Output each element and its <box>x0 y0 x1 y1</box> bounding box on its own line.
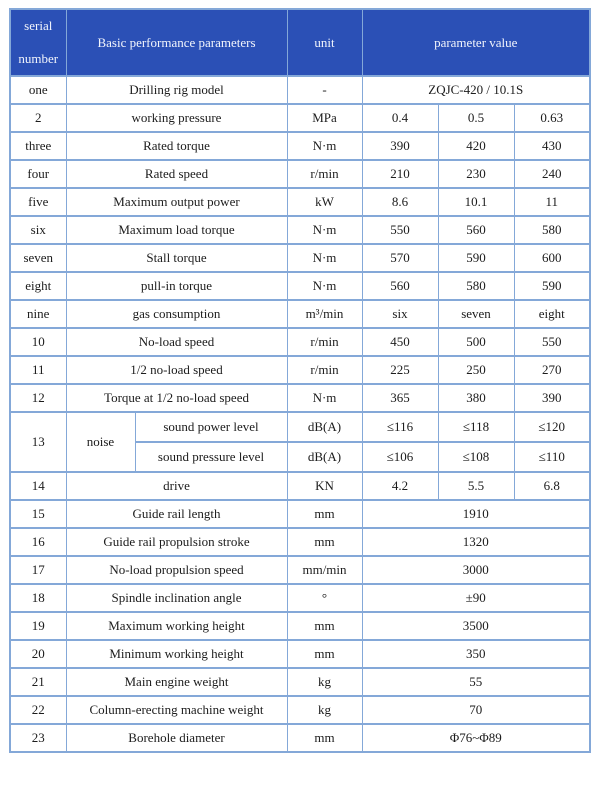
value-cell: 580 <box>514 216 590 244</box>
value-cell: ≤120 <box>514 412 590 442</box>
unit-cell: mm <box>287 500 362 528</box>
value-cell: six <box>362 300 438 328</box>
serial-cell: 13 <box>10 412 66 472</box>
serial-cell: 16 <box>10 528 66 556</box>
param-cell: Maximum load torque <box>66 216 287 244</box>
param-cell: Borehole diameter <box>66 724 287 752</box>
unit-cell: r/min <box>287 328 362 356</box>
value-cell: 590 <box>438 244 514 272</box>
value-cell: 10.1 <box>438 188 514 216</box>
unit-cell: mm <box>287 612 362 640</box>
value-cell: 0.63 <box>514 104 590 132</box>
value-cell: 365 <box>362 384 438 412</box>
param-cell: Drilling rig model <box>66 76 287 104</box>
value-cell: 210 <box>362 160 438 188</box>
value-cell: 560 <box>438 216 514 244</box>
param-cell: gas consumption <box>66 300 287 328</box>
header-basic-performance-parameters: Basic performance parameters <box>66 9 287 76</box>
value-cell: 590 <box>514 272 590 300</box>
param-cell: drive <box>66 472 287 500</box>
table-row <box>10 556 590 584</box>
value-cell: 450 <box>362 328 438 356</box>
unit-cell: N·m <box>287 272 362 300</box>
value-cell: ±90 <box>362 584 590 612</box>
table-row <box>10 724 590 752</box>
value-cell: 4.2 <box>362 472 438 500</box>
unit-cell: kg <box>287 668 362 696</box>
unit-cell: mm/min <box>287 556 362 584</box>
table-row <box>10 132 590 160</box>
value-cell: ≤106 <box>362 442 438 472</box>
serial-cell: 20 <box>10 640 66 668</box>
unit-cell: KN <box>287 472 362 500</box>
value-cell: 70 <box>362 696 590 724</box>
param-cell: Torque at 1/2 no-load speed <box>66 384 287 412</box>
table-row-noise-power <box>10 412 590 442</box>
unit-cell: m³/min <box>287 300 362 328</box>
serial-cell: 21 <box>10 668 66 696</box>
value-cell: 8.6 <box>362 188 438 216</box>
value-cell: 500 <box>438 328 514 356</box>
serial-cell: 11 <box>10 356 66 384</box>
value-cell: ≤110 <box>514 442 590 472</box>
table-row <box>10 300 590 328</box>
value-cell: 250 <box>438 356 514 384</box>
table-row <box>10 244 590 272</box>
value-cell: 1320 <box>362 528 590 556</box>
table-row <box>10 612 590 640</box>
param-cell: sound power level <box>135 412 287 442</box>
table-row <box>10 500 590 528</box>
serial-cell: 22 <box>10 696 66 724</box>
param-cell: Maximum working height <box>66 612 287 640</box>
unit-cell: N·m <box>287 384 362 412</box>
value-cell: 225 <box>362 356 438 384</box>
unit-cell: N·m <box>287 216 362 244</box>
value-cell: 1910 <box>362 500 590 528</box>
header-serial-number: serial number <box>10 9 66 76</box>
unit-cell: MPa <box>287 104 362 132</box>
noise-group-cell: noise <box>66 412 135 472</box>
serial-cell: 19 <box>10 612 66 640</box>
value-cell: 580 <box>438 272 514 300</box>
table-row <box>10 216 590 244</box>
table-row <box>10 528 590 556</box>
param-cell: Rated speed <box>66 160 287 188</box>
header-row <box>10 9 590 76</box>
param-cell: Main engine weight <box>66 668 287 696</box>
table-row <box>10 384 590 412</box>
unit-cell: r/min <box>287 356 362 384</box>
value-cell: ≤116 <box>362 412 438 442</box>
value-cell: 11 <box>514 188 590 216</box>
value-cell: 390 <box>514 384 590 412</box>
table-row <box>10 76 590 104</box>
value-cell: 240 <box>514 160 590 188</box>
value-cell: 420 <box>438 132 514 160</box>
param-cell: Rated torque <box>66 132 287 160</box>
param-cell: working pressure <box>66 104 287 132</box>
serial-cell: 15 <box>10 500 66 528</box>
value-cell: eight <box>514 300 590 328</box>
param-cell: Spindle inclination angle <box>66 584 287 612</box>
table-row <box>10 188 590 216</box>
value-cell: 230 <box>438 160 514 188</box>
param-cell: Guide rail length <box>66 500 287 528</box>
value-cell: 600 <box>514 244 590 272</box>
value-cell: 3500 <box>362 612 590 640</box>
param-cell: 1/2 no-load speed <box>66 356 287 384</box>
unit-cell: mm <box>287 528 362 556</box>
table-row <box>10 696 590 724</box>
table-row <box>10 356 590 384</box>
value-cell: 550 <box>362 216 438 244</box>
param-cell: No-load speed <box>66 328 287 356</box>
value-cell: ≤118 <box>438 412 514 442</box>
header-parameter-value: parameter value <box>362 9 590 76</box>
table-row <box>10 272 590 300</box>
table-row <box>10 584 590 612</box>
value-cell: ≤108 <box>438 442 514 472</box>
serial-cell: three <box>10 132 66 160</box>
serial-cell: 12 <box>10 384 66 412</box>
param-cell: Column-erecting machine weight <box>66 696 287 724</box>
unit-cell: kg <box>287 696 362 724</box>
value-cell: 550 <box>514 328 590 356</box>
param-cell: No-load propulsion speed <box>66 556 287 584</box>
serial-cell: 2 <box>10 104 66 132</box>
param-cell: pull-in torque <box>66 272 287 300</box>
param-cell: Guide rail propulsion stroke <box>66 528 287 556</box>
serial-cell: 17 <box>10 556 66 584</box>
serial-cell: eight <box>10 272 66 300</box>
value-cell: 570 <box>362 244 438 272</box>
header-unit: unit <box>287 9 362 76</box>
value-cell: 0.4 <box>362 104 438 132</box>
unit-cell: dB(A) <box>287 412 362 442</box>
value-cell: 270 <box>514 356 590 384</box>
performance-parameters-table <box>9 8 591 753</box>
value-cell: 390 <box>362 132 438 160</box>
value-cell: 6.8 <box>514 472 590 500</box>
serial-cell: seven <box>10 244 66 272</box>
param-cell: Stall torque <box>66 244 287 272</box>
serial-cell: five <box>10 188 66 216</box>
table-row <box>10 160 590 188</box>
serial-cell: four <box>10 160 66 188</box>
value-cell: seven <box>438 300 514 328</box>
unit-cell: kW <box>287 188 362 216</box>
table-row <box>10 472 590 500</box>
value-cell: 560 <box>362 272 438 300</box>
value-cell: 55 <box>362 668 590 696</box>
unit-cell: r/min <box>287 160 362 188</box>
unit-cell: ° <box>287 584 362 612</box>
value-cell: Φ76~Φ89 <box>362 724 590 752</box>
unit-cell: dB(A) <box>287 442 362 472</box>
value-cell: 5.5 <box>438 472 514 500</box>
serial-cell: six <box>10 216 66 244</box>
value-cell: 3000 <box>362 556 590 584</box>
unit-cell: N·m <box>287 244 362 272</box>
value-cell: 430 <box>514 132 590 160</box>
value-cell: 350 <box>362 640 590 668</box>
unit-cell: mm <box>287 640 362 668</box>
unit-cell: mm <box>287 724 362 752</box>
value-cell: 380 <box>438 384 514 412</box>
table-row <box>10 640 590 668</box>
param-cell: Minimum working height <box>66 640 287 668</box>
param-cell: sound pressure level <box>135 442 287 472</box>
serial-cell: one <box>10 76 66 104</box>
table-row <box>10 328 590 356</box>
serial-cell: 14 <box>10 472 66 500</box>
serial-cell: 10 <box>10 328 66 356</box>
table-row <box>10 668 590 696</box>
value-cell: ZQJC-420 / 10.1S <box>362 76 590 104</box>
serial-cell: 18 <box>10 584 66 612</box>
serial-cell: 23 <box>10 724 66 752</box>
unit-cell: - <box>287 76 362 104</box>
param-cell: Maximum output power <box>66 188 287 216</box>
value-cell: 0.5 <box>438 104 514 132</box>
unit-cell: N·m <box>287 132 362 160</box>
serial-cell: nine <box>10 300 66 328</box>
table-row <box>10 104 590 132</box>
